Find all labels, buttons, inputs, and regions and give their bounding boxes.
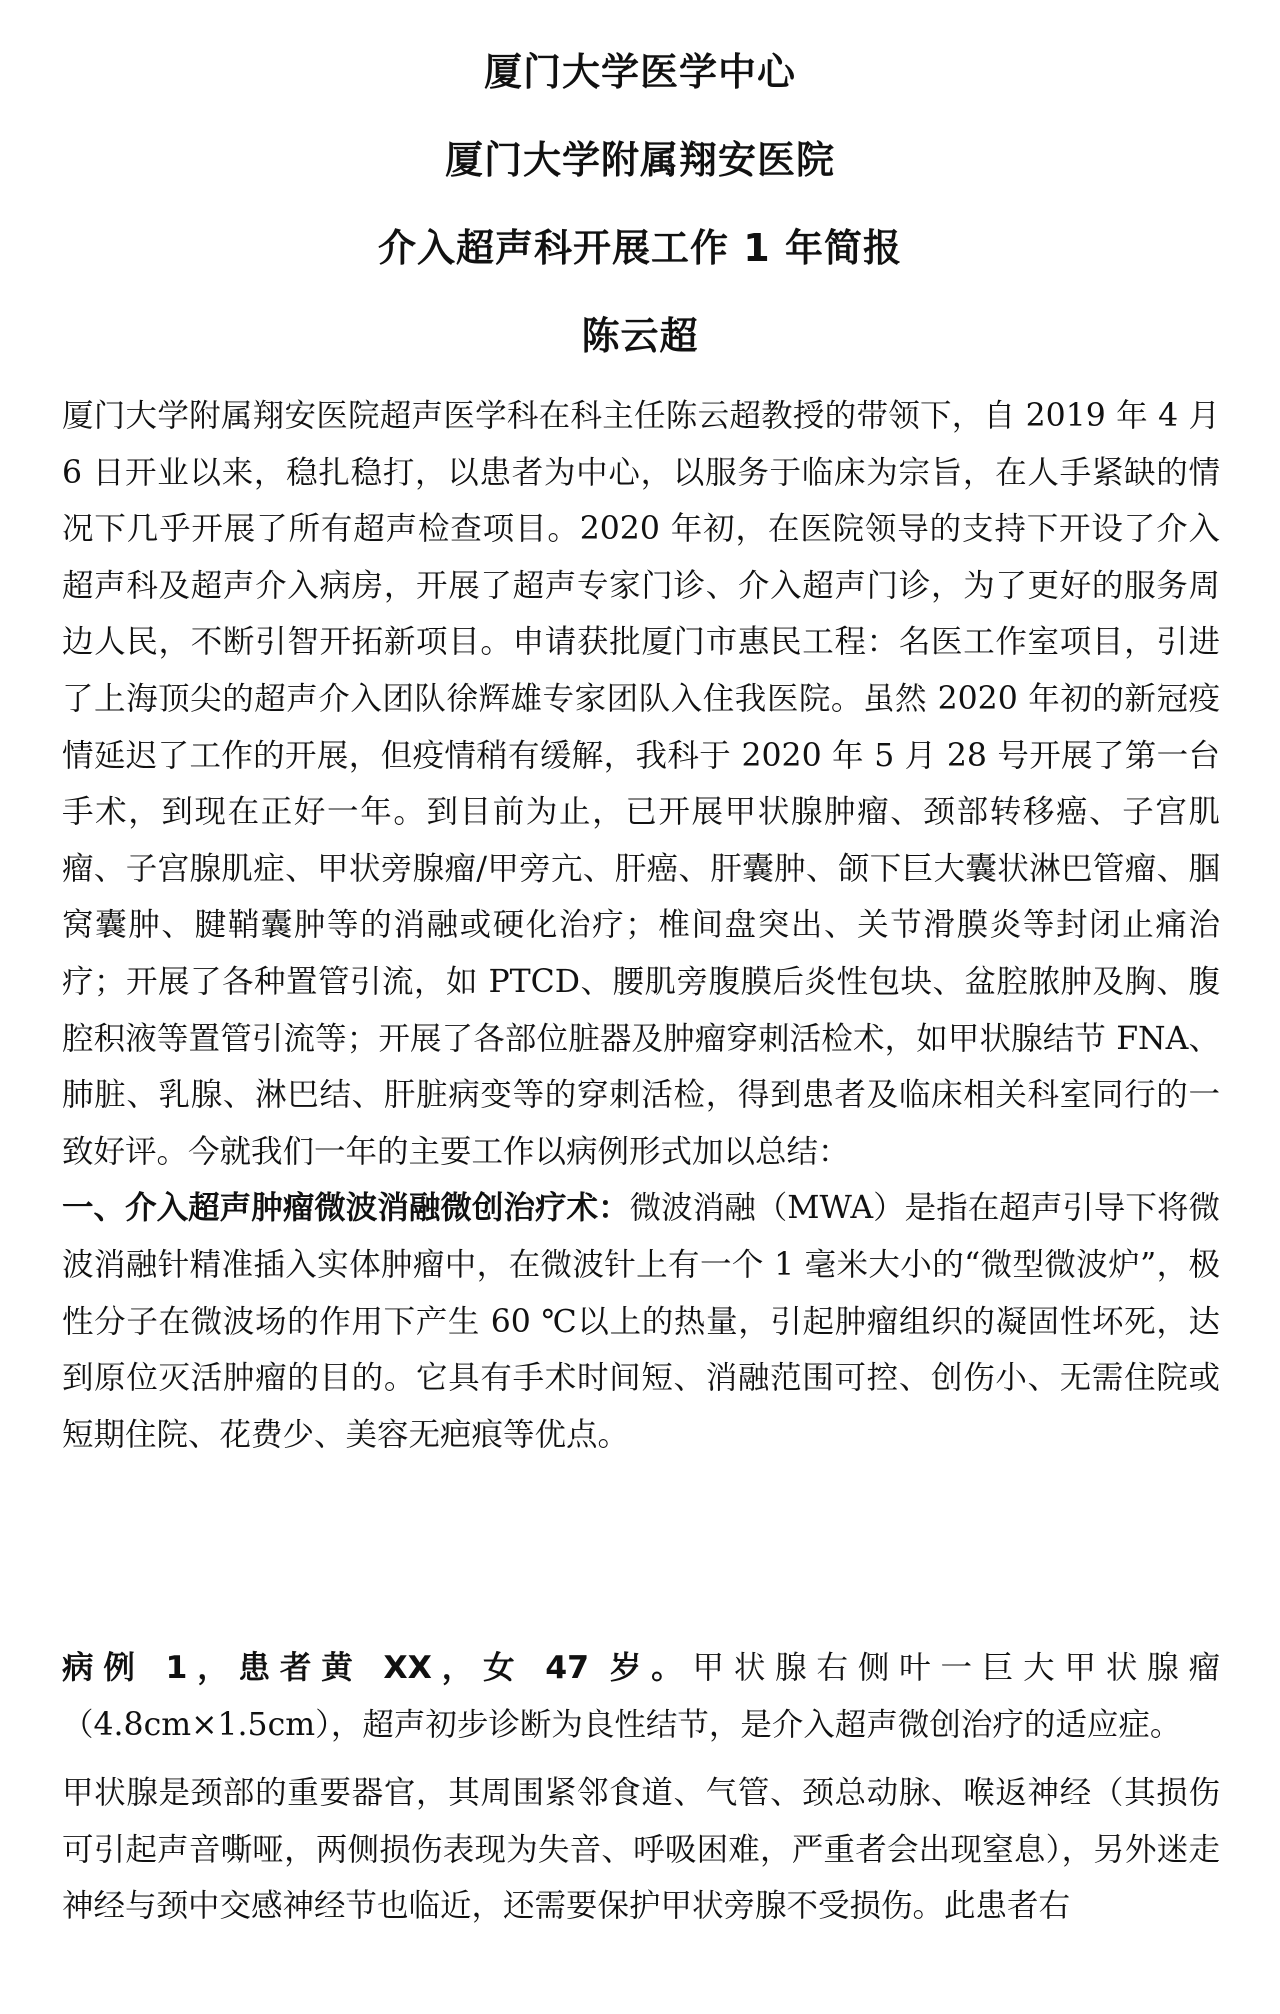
title-medical-center: 厦门大学医学中心 [483,50,796,94]
thyroid-paragraph: 甲状腺是颈部的重要器官，其周围紧邻食道、气管、颈总动脉、喉返神经（其损伤可引起声音嘶哑，两侧损伤表现为失音、呼吸困难，严重者会出现窒息），另外迷走神经与颈中交感神经节也临近，还需要保护甲状旁腺不受损伤。此患者右 [62,1775,1220,1925]
case1-text: 甲状腺右侧叶一巨大甲状腺瘤（4.8cm×1.5cm），超声初步诊断为良性结节，是介入超声微创治疗的适应症。 [62,1650,1220,1743]
case1-heading: 病例 1，患者黄 XX，女 47 岁。 [62,1650,693,1686]
intro-and-section-block [62,388,1220,1463]
title-report: 介入超声科开展工作 1 年简报 [378,226,902,270]
case1-paragraph [62,1640,1220,1753]
section1-heading: 一、介入超声肿瘤微波消融微创治疗术： [62,1190,630,1227]
title-hospital: 厦门大学附属翔安医院 [444,138,835,182]
title-author: 陈云超 [581,314,699,358]
section1-text: 微波消融（MWA）是指在超声引导下将微波消融针精准插入实体肿瘤中，在微波针上有一个 1 毫米大小的“微型微波炉”，极性分子在微波场的作用下产生 60 ℃以上的热量，引起肿瘤组织的凝固性坏死，达到原位灭活肿瘤的目的。它具有手术时间短、消融范围可控、创伤小、无需住院或短期住院、花费少、美容无疤痕等优点。 [62,1190,1220,1453]
intro-paragraph: 厦门大学附属翔安医院超声医学科在科主任陈云超教授的带领下，自 2019 年 4 月 6 日开业以来，稳扎稳打，以患者为中心，以服务于临床为宗旨，在人手紧缺的情况下几乎开展了所有超声检查项目。2020 年初，在医院领导的支持下开设了介入超声科及超声介入病房，开展了超声专家门诊、介入超声门诊，为了更好的服务周边人民，不断引智开拓新项目。申请获批厦门市惠民工程：名医工作室项目，引进了上海顶尖的超声介入团队徐辉雄专家团队入住我医院。虽然 2020 年初的新冠疫情延迟了工作的开展，但疫情稍有缓解，我科于 2020 年 5 月 28 号开展了第一台手术，到现在正好一年。到目前为止，已开展甲状腺肿瘤、颈部转移癌、子宫肌瘤、子宫腺肌症、甲状旁腺瘤/甲旁亢、肝癌、肝囊肿、颌下巨大囊状淋巴管瘤、腘窝囊肿、腱鞘囊肿等的消融或硬化治疗；椎间盘突出、关节滑膜炎等封闭止痛治疗；开展了各种置管引流，如 PTCD、腰肌旁腹膜后炎性包块、盆腔脓肿及胸、腹腔积液等置管引流等；开展了各部位脏器及肿瘤穿刺活检术，如甲状腺结节 FNA、肺脏、乳腺、淋巴结、肝脏病变等的穿刺活检，得到患者及临床相关科室同行的一致好评。今就我们一年的主要工作以病例形式加以总结： [62,398,1220,1170]
